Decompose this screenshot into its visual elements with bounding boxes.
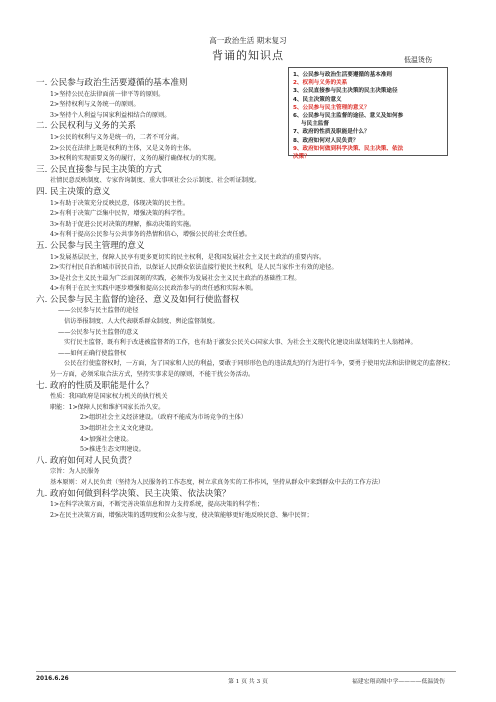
section-7 [36, 381, 456, 456]
section [36, 241, 456, 295]
function-item: 3>组织社会主义文化建设。 [80, 425, 158, 432]
section-heading: 六. 公民参与民主监督的途径、意义及如何行使监督权 [36, 294, 240, 305]
subheading: ——如何正确行使监督权 [58, 349, 127, 357]
author-name: 低温烫伤 [404, 56, 432, 64]
list-item: 2>在民主决策方面，增强决策的透明度和公众参与度，使决策能够更好地反映民意、集中民智； [50, 511, 313, 519]
section [36, 121, 456, 164]
list-item: 3>坚持个人利益与国家利益相结合的原则。 [50, 111, 171, 119]
summary-item: 1、公民参与政治生活要遵循的基本准则 [293, 72, 392, 78]
list-item: 1>有助于决策充分反映民意，体现决策的民主性。 [50, 199, 190, 207]
list-item: 1>在科学决策方面，不断完善决策信息和智力支持系统，提高决策的科学性； [50, 501, 264, 509]
document-body [36, 78, 456, 521]
summary-item: 7、政府的性质及职能是什么？ [293, 129, 370, 136]
section-heading: 五. 公民参与民主管理的意义 [36, 240, 145, 251]
list-item: 4>有利于提高公民参与公共事务的热情和信心，增强公民的社会责任感。 [50, 231, 251, 239]
basic-principle: 基本原则：对人民负责（坚持为人民服务的工作态度，树立求真务实的工作作风，坚持从群众中来到群众中去的工作方法） [50, 478, 385, 486]
section-heading: 七. 政府的性质及职能是什么？ [36, 380, 154, 391]
summary-item: 9、政府如何做到科学决策、民主决策、依法 [293, 145, 404, 152]
section-heading: 二. 公民权利与义务的关系 [36, 121, 136, 132]
section-heading: 一. 公民参与政治生活要遵循的基本准则 [36, 78, 188, 88]
list-item: 3>有助于促进公民对决策的理解，推动决策的实施。 [50, 220, 196, 228]
document-subtitle: 高一政治生活 期末复习 [209, 36, 287, 45]
list-item: 1>发展基层民主，保障人民享有更多更切实的民主权利，是我国发展社会主义民主政治的重要内容。 [50, 253, 326, 261]
summary-item: 决策？ [293, 154, 310, 161]
summary-item: 4、民主决策的意义 [293, 96, 342, 103]
section-9 [36, 489, 456, 522]
list-item: 1>公民的权利与义务是统一的，二者不可分离。 [50, 133, 183, 141]
paragraph: 公民在行使监督权时，一方面，为了国家和人民的利益，要敢于同形形色色的违法乱纪的行为进行斗争，要勇于使用宪法和法律规定的监督权；另一方面，必须采取合法方式，坚持实事求是的原则，不能干扰公务活动。 [50, 360, 454, 379]
summary-item: 3、公民直接参与民主决策的民主决策途径 [293, 88, 398, 95]
section-8 [36, 456, 456, 489]
summary-item: 2、权利与义务的关系 [293, 80, 348, 87]
list-item: 2>公民在法律上既是权利的主体，又是义务的主体。 [50, 144, 196, 152]
list-item: 社情民意反映制度、专家咨询制度、重大事项社会公示制度、社会听证制度。 [50, 177, 261, 185]
paragraph: 实行民主监督，既有利于改进被监督者的工作，也有助于激发公民关心国家大事、为社会主义现代化建设出谋划策的主人翁精神。 [64, 339, 417, 347]
list-item: 1>坚持公民在法律面前一律平等的原则。 [50, 90, 165, 98]
summary-item: 6、公民参与民主监督的途径、意义及如何参 [293, 113, 404, 120]
footer-school: 福建宏翔高级中学————低温烫伤 [352, 679, 445, 685]
function-item: 2>组织社会主义经济建设。（政府不能成为市场竞争的主体） [80, 414, 247, 422]
function-item: 4>加强社会建设。 [80, 435, 133, 443]
sections-1-5 [36, 78, 456, 295]
document-title: 背诵的知识点 [212, 49, 284, 62]
footer-divider [36, 671, 456, 672]
section [36, 187, 456, 241]
section-heading: 四. 民主决策的意义 [36, 186, 111, 197]
function-item: 5>推进生态文明建设。 [80, 446, 145, 454]
section-heading: 九. 政府如何做到科学决策、民主决策、依法决策？ [36, 488, 231, 499]
list-item: 3>权利的实现需要义务的履行，义务的履行确保权力的实现。 [50, 155, 220, 163]
summary-item: 与民主监督 [301, 121, 329, 128]
section-heading: 三. 公民直接参与民主决策的方式 [36, 164, 162, 175]
list-item: 3>是社会主义民主最为广泛而深刻的实践，必须作为发展社会主义民主政治的基础性工程。 [50, 274, 301, 282]
functions-label: 职能：1>保障人民和维护国家长治久安。 [50, 403, 165, 411]
subheading: ——公民参与民主监督的途径 [58, 307, 139, 315]
subheading: ——公民参与民主监督的意义 [58, 328, 139, 336]
section [36, 165, 456, 187]
section [36, 78, 456, 121]
summary-item: 8、政府如何对人民负责？ [293, 137, 359, 144]
list-item: 2>坚持权利与义务统一的原则。 [50, 101, 140, 109]
summary-item: 5、公民参与民主管理的意义？ [293, 104, 370, 111]
list-item: 2>实行村民自治和城市居民自治，以保证人民群众依法直接行使民主权利，是人民当家作主有效的途径。 [50, 264, 338, 272]
list-item: 2>有利于决策广泛集中民智，增强决策的科学性。 [50, 210, 190, 218]
paragraph: 信访举报制度、人大代表联系群众制度、舆论监督制度。 [64, 318, 219, 326]
government-nature: 性质：我国政府是国家权力机关的执行机关 [50, 393, 168, 401]
section-6 [36, 295, 456, 381]
list-item: 4>有利于在民主实践中逐步增强和提高公民政治参与的责任感和实际本领。 [50, 285, 258, 293]
page-number: 第 1 页 共 3 页 [228, 679, 268, 685]
government-purpose: 宗旨：为人民服务 [50, 468, 100, 476]
section-heading: 八. 政府如何对人民负责？ [36, 455, 136, 466]
footer-date: 2016.6.26 [36, 676, 69, 682]
